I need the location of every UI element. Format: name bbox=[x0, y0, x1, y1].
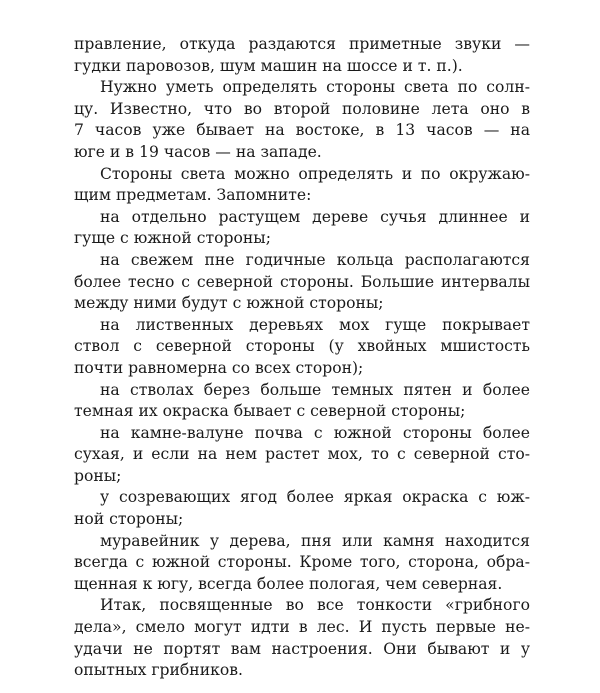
text-line: на отдельно растущем дереве сучья длиннее и bbox=[100, 207, 530, 226]
text-line: Итак, посвященные во все тонкости «грибного bbox=[100, 596, 530, 615]
text-line: сухая, и если на нем растет мох, то с северной сто- bbox=[74, 445, 530, 464]
text-line: правление, откуда раздаются приметные звуки — bbox=[74, 35, 530, 53]
text-line: щенная к югу, всегда более пологая, чем северная. bbox=[74, 574, 503, 593]
text-line: муравейник у дерева, пня или камня находится bbox=[100, 531, 530, 550]
text-line: Нужно уметь определять стороны света по солн- bbox=[100, 78, 530, 97]
text-line: ствол с северной стороны (у хвойных мшистость bbox=[74, 337, 530, 356]
text-line: гудки паровозов, шум машин на шоссе и т. п.). bbox=[74, 56, 463, 75]
text-line: роны; bbox=[74, 466, 122, 485]
text-line: почти равномерна со всех сторон); bbox=[74, 358, 364, 377]
book-page-text bbox=[74, 34, 530, 682]
text-line: у созревающих ягод более яркая окраска с юж- bbox=[100, 488, 530, 507]
text-line: гуще с южной стороны; bbox=[74, 229, 271, 248]
text-line: на камне-валуне почва с южной стороны более bbox=[100, 423, 530, 442]
text-line: дела», смело могут идти в лес. И пусть первые не- bbox=[74, 618, 530, 637]
text-line: на лиственных деревьях мох гуще покрывает bbox=[100, 315, 530, 334]
text-line: 7 часов уже бывает на востоке, в 13 часов — на bbox=[74, 121, 530, 140]
text-line: щим предметам. Запомните: bbox=[74, 186, 312, 205]
text-line: на стволах берез больше темных пятен и более bbox=[100, 380, 530, 399]
text-line: удачи не портят вам настроения. Они бывают и у bbox=[74, 639, 530, 658]
text-line: более тесно с северной стороны. Большие интервалы bbox=[74, 272, 530, 291]
text-line: Стороны света можно определять и по окружаю- bbox=[100, 164, 530, 183]
text-line: всегда с южной стороны. Кроме того, сторона, обра- bbox=[74, 553, 530, 572]
text-line: ной стороны; bbox=[74, 510, 184, 529]
text-line: опытных грибников. bbox=[74, 661, 243, 680]
text-line: между ними будут с южной стороны; bbox=[74, 294, 384, 313]
text-line: темная их окраска бывает с северной стороны; bbox=[74, 402, 466, 421]
text-line: на свежем пне годичные кольца располагаются bbox=[100, 250, 530, 269]
text-line: цу. Известно, что во второй половине лета оно в bbox=[74, 99, 530, 118]
text-line: юге и в 19 часов — на западе. bbox=[74, 142, 322, 161]
